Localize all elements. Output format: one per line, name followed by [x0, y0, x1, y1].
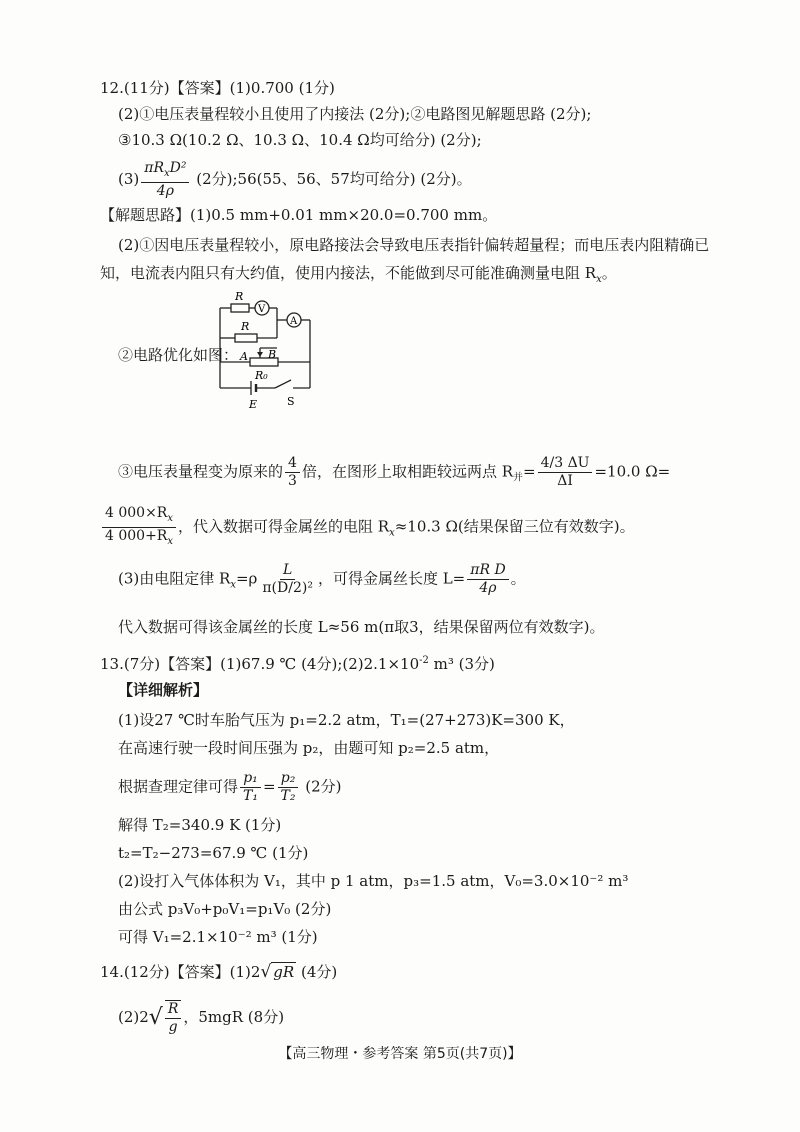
q13-detail-heading: 【详细解析】	[118, 681, 209, 699]
q12-line3: ③10.3 Ω(10.2 Ω、10.3 Ω、10.4 Ω均可给分) (2分);	[118, 131, 482, 149]
q13-line5: 根据查理定律可得 $\frac{\text{p₁}}{\text{T₁}}$ = $\frac{\text{p₂}}{\text{T₂}}$ (2分)	[118, 770, 342, 804]
page-footer: 【高三物理・参考答案 第5页(共7页)】	[278, 1046, 522, 1062]
circuit-label-R: R	[235, 290, 244, 303]
q13-answer-line: 13.(7分)【答案】(1)67.9 ℃ (4分)$;(2)2.1\times 10^{-2}$ m³ (3分)	[100, 655, 495, 673]
q14-answer-line: 14.(12分)【答案】(1)2√ gR (4分)	[100, 962, 338, 982]
circuit-label-V: V	[258, 304, 266, 315]
q12-line10: $\frac{4 000\times R_x}{4 000+R_x}$ ，代入数据可得金属丝的电阻 $R_x\approx 10.3$ Ω(结果保留三位有效数字)。	[100, 505, 635, 550]
q12-line8: ②电路优化如图：	[118, 346, 239, 364]
circuit-label-B: B	[268, 348, 277, 361]
circuit-label-R0: R₀	[255, 369, 268, 382]
q13-line4: 在高速行驶一段时间压强为 p₂，由题可知 p₂=2.5 atm，	[118, 739, 500, 757]
q12-answer-line: 12.(11分)【答案】(1)0.700 (1分)	[100, 79, 335, 97]
q13-line10: 可得 V₁=2.1×10⁻² m³ (1分)	[118, 928, 318, 946]
q13-line8: (2)设打入气体体积为 V₁，其中 p 1 atm，p₃=1.5 atm，V₀=3.0×10⁻² m³	[118, 872, 629, 890]
circuit-label-E: E	[249, 398, 258, 411]
q13-line9: 由公式 p₃V₀+p₀V₁=p₁V₀ (2分)	[118, 900, 332, 918]
q12-line6: (2)①因电压表量程较小，原电路接法会导致电压表指针偏转超量程；而电压表内阻精确已	[118, 236, 710, 254]
q12-line9: ③电压表量程变为原来的 $\frac{4}{3}$ 倍，在图形上取相距较远两点 $R_并=$ $\frac{4/3 \Delta U}{\Delta I}$ =10.0 Ω=	[118, 455, 671, 489]
q12-line12: 代入数据可得该金属丝的长度 L≈56 m(π取3，结果保留两位有效数字)。	[118, 618, 605, 636]
q13-line7: t₂=T₂−273=67.9 ℃ (1分)	[118, 844, 309, 862]
q12-solution-heading: 【解题思路】(1)0.5 mm+0.01 mm×20.0=0.700 mm。	[100, 206, 498, 224]
q13-line6: 解得 T₂=340.9 K (1分)	[118, 816, 282, 834]
circuit-label-Rx: R	[241, 320, 250, 333]
q12-line11: (3)由电阻定律 $R_x=\rho$ $\frac{L}{\text{π(D/2)²}}$ ，可得金属丝长度 L= $\frac{\text{πR D}}{4\rho}$ 。	[118, 562, 526, 596]
q13-line3: (1)设27 ℃时车胎气压为 p₁=2.2 atm，T₁=(27+273)K=300 K，	[118, 711, 575, 729]
q12-line4: (3) $\frac{\pi R_xD^2}{4\rho}$ (2分);56(55、56、57均可给分) (2分)。	[118, 160, 472, 199]
q12-line2: (2)①电压表量程较小且使用了内接法 (2分);②电路图见解题思路 (2分);	[118, 105, 592, 123]
q12-line7: 知，电流表内阻只有大约值，使用内接法，不能做到尽可能准确测量电阻 $R_x$。	[100, 264, 617, 285]
circuit-label-S: S	[287, 395, 295, 408]
resistivity-fraction: $\frac{\pi R_xD^2}{4\rho}$	[141, 160, 189, 200]
circuit-diagram	[215, 290, 325, 415]
q14-line2: (2)2√ $\frac{R}{g}$ ，5mgR (8分)	[118, 1001, 285, 1035]
circuit-label-ammeter: A	[290, 316, 298, 327]
circuit-label-A: A	[240, 350, 248, 363]
voltage-ratio-fraction: $\frac{4/3 \Delta U}{\Delta I}$	[538, 455, 593, 490]
